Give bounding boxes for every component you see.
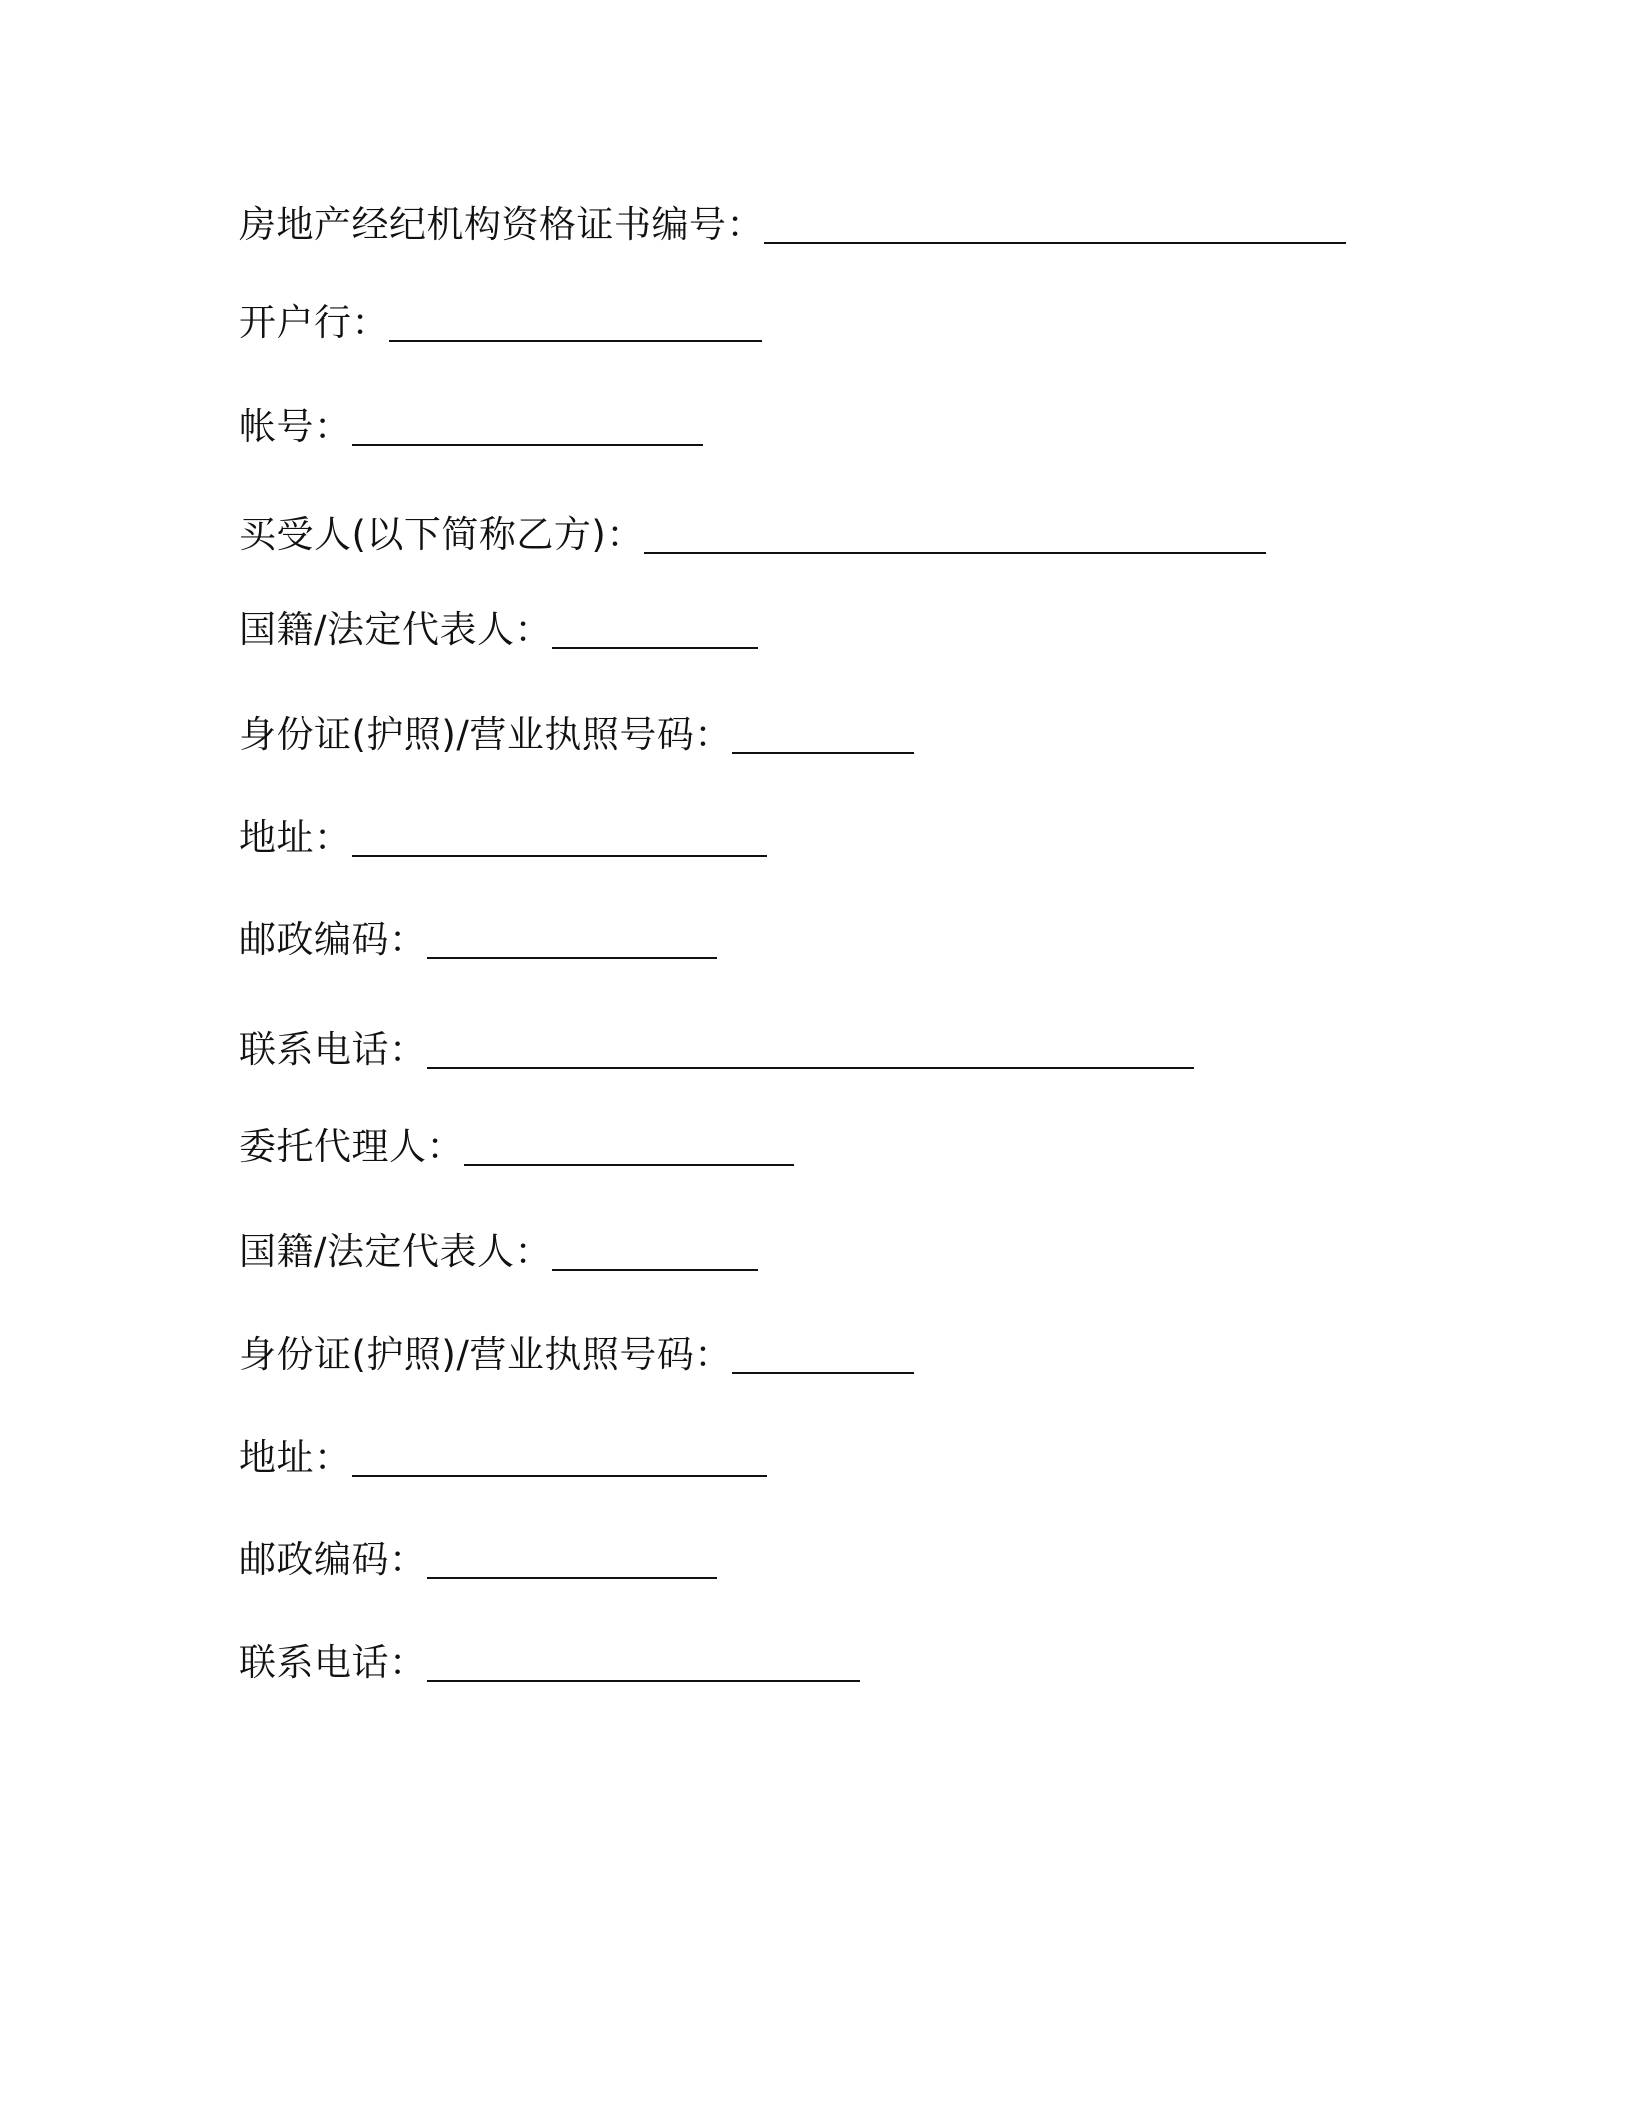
field-label: 身份证(护照)/营业执照号码：	[239, 713, 732, 756]
field-label: 开户行：	[239, 301, 389, 344]
agent-id-license-number-blank[interactable]	[732, 1366, 914, 1374]
field-label: 国籍/法定代表人：	[239, 608, 552, 651]
agency-certificate-number-field	[239, 198, 1346, 248]
buyer-postal-code-field	[239, 913, 717, 963]
buyer-address-field	[239, 811, 767, 861]
buyer-phone-field	[239, 1023, 1194, 1073]
agent-field	[239, 1120, 794, 1170]
field-label: 帐号：	[239, 405, 352, 448]
buyer-id-license-number-field	[239, 708, 914, 758]
buyer-nationality-representative-field	[239, 603, 758, 653]
field-label: 委托代理人：	[239, 1125, 464, 1168]
agent-nationality-representative-field	[239, 1225, 758, 1275]
buyer-id-license-number-blank[interactable]	[732, 746, 914, 754]
field-label: 地址：	[239, 1436, 352, 1479]
field-label: 身份证(护照)/营业执照号码：	[239, 1333, 732, 1376]
agent-id-license-number-field	[239, 1328, 914, 1378]
buyer-address-blank[interactable]	[352, 849, 767, 857]
field-label: 地址：	[239, 816, 352, 859]
buyer-nationality-representative-blank[interactable]	[552, 641, 758, 649]
bank-blank[interactable]	[389, 334, 762, 342]
buyer-blank[interactable]	[644, 546, 1266, 554]
agent-address-blank[interactable]	[352, 1469, 767, 1477]
agent-phone-field	[239, 1636, 860, 1686]
agent-phone-blank[interactable]	[427, 1674, 860, 1682]
agent-blank[interactable]	[464, 1158, 794, 1166]
buyer-postal-code-blank[interactable]	[427, 951, 717, 959]
agent-nationality-representative-blank[interactable]	[552, 1263, 758, 1271]
field-label: 联系电话：	[239, 1641, 427, 1684]
field-label: 邮政编码：	[239, 1538, 427, 1581]
agent-postal-code-field	[239, 1533, 717, 1583]
account-number-blank[interactable]	[352, 438, 703, 446]
field-label: 买受人(以下简称乙方)：	[239, 513, 644, 556]
agent-postal-code-blank[interactable]	[427, 1571, 717, 1579]
field-label: 国籍/法定代表人：	[239, 1230, 552, 1273]
bank-field	[239, 296, 762, 346]
field-label: 房地产经纪机构资格证书编号：	[239, 203, 764, 246]
field-label: 邮政编码：	[239, 918, 427, 961]
field-label: 联系电话：	[239, 1028, 427, 1071]
agent-address-field	[239, 1431, 767, 1481]
account-number-field	[239, 400, 703, 450]
buyer-field	[239, 508, 1266, 558]
buyer-phone-blank[interactable]	[427, 1061, 1194, 1069]
agency-certificate-number-blank[interactable]	[764, 236, 1346, 244]
